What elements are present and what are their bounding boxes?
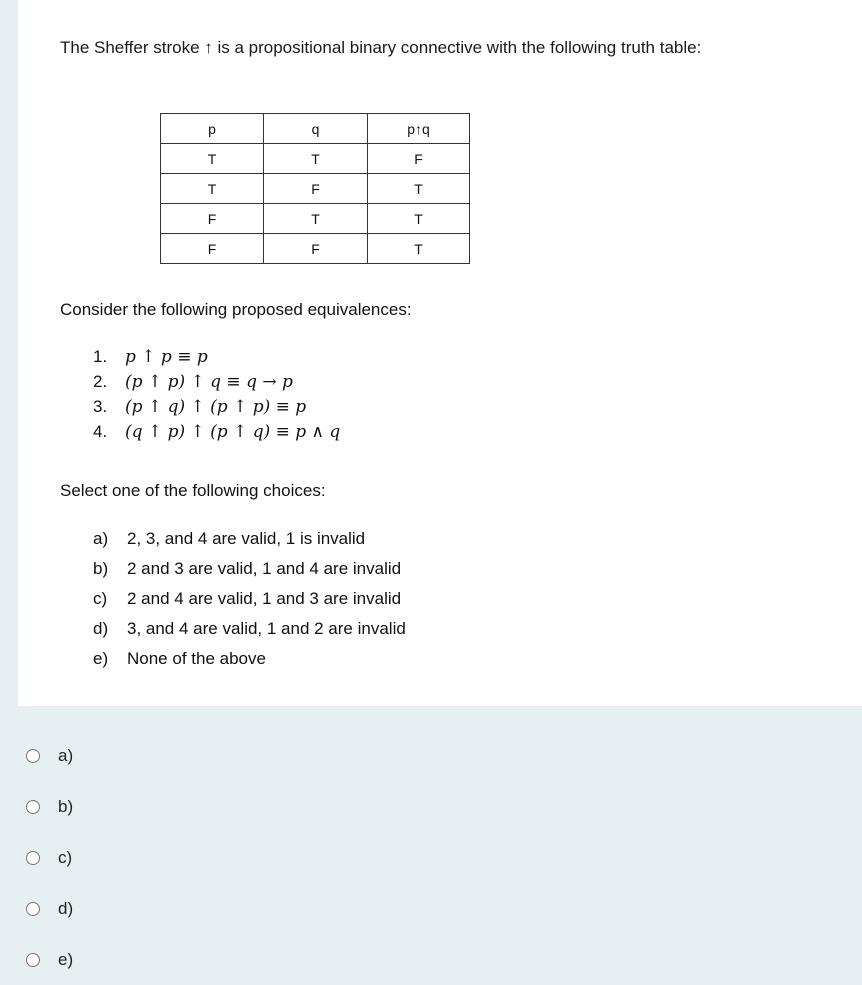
choice-text: 2 and 4 are valid, 1 and 3 are invalid xyxy=(127,589,402,608)
equivalence-item xyxy=(93,394,340,419)
equivalence-expression: (p ↑ p) ↑ q ≡ q → p xyxy=(125,372,293,392)
equivalence-number: 1. xyxy=(93,347,108,366)
choice-item xyxy=(93,587,406,617)
radio-button[interactable] xyxy=(26,902,40,916)
cell: F xyxy=(161,234,264,264)
select-instruction: Select one of the following choices: xyxy=(60,481,326,500)
cell: T xyxy=(161,144,264,174)
truth-table-header-row xyxy=(161,114,470,144)
answer-option-c[interactable] xyxy=(0,832,862,883)
equivalence-list xyxy=(93,344,340,444)
choice-item xyxy=(93,527,406,557)
answer-label[interactable]: d) xyxy=(58,898,74,918)
question-intro: The Sheffer stroke ↑ is a propositional binary connective with the following truth table: xyxy=(60,38,702,57)
cell: T xyxy=(368,204,470,234)
choice-text: 3, and 4 are valid, 1 and 2 are invalid xyxy=(127,619,406,638)
equivalence-item xyxy=(93,344,340,369)
choice-item xyxy=(93,557,406,587)
answer-label[interactable]: c) xyxy=(58,847,73,867)
cell: F xyxy=(161,204,264,234)
answer-label[interactable]: a) xyxy=(58,745,74,765)
choice-text: 2, 3, and 4 are valid, 1 is invalid xyxy=(127,529,366,548)
equivalence-expression: (q ↑ p) ↑ (p ↑ q) ≡ p ∧ q xyxy=(125,422,341,442)
table-row xyxy=(161,144,470,174)
choice-item xyxy=(93,647,406,677)
answer-option-d[interactable] xyxy=(0,883,862,934)
equivalence-expression: p ↑ p ≡ p xyxy=(125,347,208,367)
equivalence-item xyxy=(93,369,340,394)
equivalence-number: 4. xyxy=(93,422,108,441)
radio-button[interactable] xyxy=(26,749,40,763)
choice-item xyxy=(93,617,406,647)
cell: T xyxy=(264,144,368,174)
answer-option-e[interactable] xyxy=(0,934,862,985)
choice-letter: e) xyxy=(93,649,109,668)
equivalence-number: 2. xyxy=(93,372,108,391)
choice-letter: a) xyxy=(93,529,109,548)
question-card xyxy=(18,0,862,706)
choice-list xyxy=(93,527,406,677)
answer-label[interactable]: e) xyxy=(58,949,74,969)
header-p-stroke-q: p↑q xyxy=(368,114,470,144)
cell: T xyxy=(264,204,368,234)
cell: F xyxy=(368,144,470,174)
choice-letter: d) xyxy=(93,619,109,638)
truth-table xyxy=(160,113,470,264)
choice-letter: b) xyxy=(93,559,109,578)
choice-letter: c) xyxy=(93,589,108,608)
cell: F xyxy=(264,174,368,204)
radio-button[interactable] xyxy=(26,953,40,967)
table-row xyxy=(161,234,470,264)
cell: T xyxy=(161,174,264,204)
equivalence-item xyxy=(93,419,340,444)
radio-button[interactable] xyxy=(26,851,40,865)
choice-text: 2 and 3 are valid, 1 and 4 are invalid xyxy=(127,559,402,578)
radio-button[interactable] xyxy=(26,800,40,814)
consider-text: Consider the following proposed equivalences: xyxy=(60,300,412,319)
table-row xyxy=(161,174,470,204)
choice-text: None of the above xyxy=(127,649,266,668)
table-row xyxy=(161,204,470,234)
header-q: q xyxy=(264,114,368,144)
header-p: p xyxy=(161,114,264,144)
cell: F xyxy=(264,234,368,264)
cell: T xyxy=(368,234,470,264)
answer-option-b[interactable] xyxy=(0,781,862,832)
answer-label[interactable]: b) xyxy=(58,796,74,816)
equivalence-expression: (p ↑ q) ↑ (p ↑ p) ≡ p xyxy=(125,397,307,417)
answer-option-a[interactable] xyxy=(0,730,862,781)
answer-options xyxy=(0,730,862,985)
equivalence-number: 3. xyxy=(93,397,108,416)
cell: T xyxy=(368,174,470,204)
